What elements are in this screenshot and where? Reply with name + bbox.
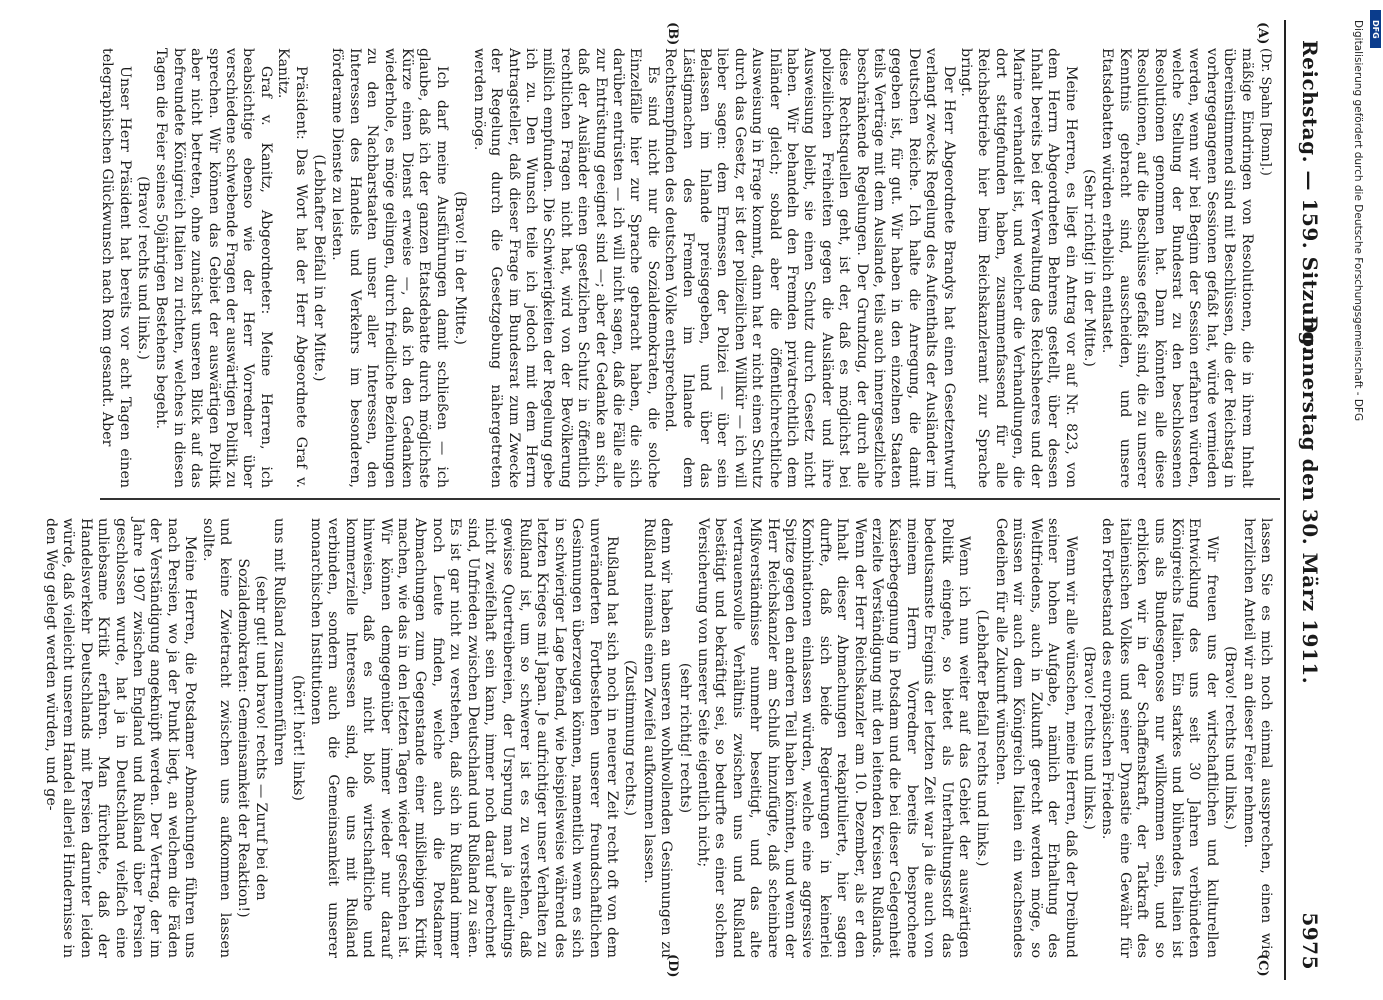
running-head [1290,20,1330,980]
margin-mark-a: (A) [1255,22,1270,45]
interjection: (Bravo! in der Mitte.) [452,191,469,345]
interjection: (sehr richtig! rechts) [676,662,693,814]
left-column [98,48,1274,488]
interjection: (Zustimmung rechts.) [622,659,639,817]
interjection: (Lebhafter Beifall rechts und links.) [974,609,991,867]
paragraph: lassen Sie es mich noch einmal aussprechen, einen wie herzlichen Anteil wir an dieser Feier nehmen. [1240,518,1274,958]
paragraph: Wenn ich nun weiter auf das Gebiet der auswärtigen Politik eingehe, so bietet als Unterhaltungsstoff das bedeutsamste Ereignis der letzten Zeit war ja die auch von meinem Herrn Vorredner bereits besprochene Kaiserbegegnung in Potsdam und die bei dieser Gelegenheit erzielte Verständigung mit den leitenden Kreisen Rußlands. Wenn der Herr Reichskanzler am 10. Dezember, als er den Inhalt dieser Abmachungen rekapitulierte, hier sagen durfte, daß sich beide Regierungen in keinerlei Kombinationen einlassen würden, welche eine aggressive Spitze gegen den anderen Teil haben könnten, und wenn der Herr Reichskanzler am Schluß hinzufügte, daß scheinbare Mißverständnisse nunmehr beseitigt, und das alte vertrauensvolle Verhältnis zwischen uns und Rußland bestätigt und bekräftigt sei, so bedurfte es einer solchen Versicherung von unserer Seite eigentlich nicht; [695,518,973,958]
interjection: (Bravo! rechts und links.) [1080,646,1097,830]
column-divider [100,498,1280,500]
header-center: Donnerstag den 30. März 1911. [1298,315,1322,685]
interjection: (Bravo! rechts und links.) [135,176,151,360]
paragraph: uns mit Rußland zusammenführen [271,518,288,766]
paragraph: Es sind nicht nur die Sozialdemokraten, die solche Einzelfälle hier zur Sprache gebracht haben, die sich darüber entrüsten — ich will nicht sagen, daß die Fälle alle zur Entrüstung geeignet sind —; aber der Gedanke an sich, daß der Ausländer einen gesetzlichen Schutz in öffentlich rechtlichen Fragen nicht hat, wird von der Bevölkerung mißlich empfunden. Die Schwierigkeiten der Regelung gebe ich zu. Den Wunsch teile ich jedoch mit dem Herrn Antragsteller, daß dieser Frage im Bundesrat zum Zwecke der Regelung durch die Gesetzgebung nähergetreten werden möge. [470,48,661,488]
paragraph: Präsident: Das Wort hat der Herr Abgeordnete Graf v. Kanitz. [275,48,309,488]
paragraph: Meine Herren, es liegt ein Antrag vor auf Nr. 823, von dem Herrn Abgeordneten Behrens gestellt, über dessen Inhalt bereits bei der Verwaltung des Reichsheeres und der Marine verhandelt ist, und welcher die Verhandlungen, die dort stattgefunden haben, zusammenfassend für alle Reichsbetriebe hier beim Reichskanzleramt zur Sprache bringt. [958,48,1079,488]
paragraph: Rußland hat sich noch in neuerer Zeit recht oft von dem unveränderten Fortbestehen unserer freundschaftlichen Gesinnungen überzeugen können, namentlich wenn es sich in schwieriger Lage befand, wie beispielsweise während des letzten Krieges mit Japan. Je aufrichtiger unser Verhalten zu Rußland ist, um so schwerer ist es zu verstehen, daß gewisse Quertreibereien, der Ursprung man ja allerdings nicht zweifelhaft sein kann, immer noch darauf berechnet sind, Unfrieden zwischen Deutschland und Rußland zu säen. Es ist gar nicht zu verstehen, daß sich in Rußland immer noch Leute finden, welche auch die Potsdamer Abmachungen zum Gegenstande einer mißliebigen Kritik machen, wie das in den letzten Tagen wieder geschehen ist. Wir können demgegenüber immer wieder nur darauf hinweisen, daß es nicht bloß wirtschaftliche und kommerzielle Interessen sind, die uns mit Rußland verbinden, sondern auch die Gemeinsamkeit unserer monarchischen Institutionen [308,518,620,958]
paragraph: denn wir haben an unseren wohlwollenden Gesinnungen zu Rußland niemals einen Zweifel aufkommen lassen. [640,518,675,958]
paragraph: Wir freuen uns der wirtschaftlichen und kulturellen Entwicklung des uns seit 30 Jahren verbündeten Königreichs Italien. Ein starkes und blühendes Italien ist uns als Bundesgenosse nur willkommen sein, und so erblicken wir in der Schaffenskraft, der Tatkraft des italienischen Volkes und seiner Dynastie eine Gewähr für den Fortbestand des europäischen Friedens. [1099,518,1220,958]
digitization-credit: Digitalisierung gefördert durch die Deutsche Forschungsgemeinschaft - DFG [1352,20,1364,422]
paragraph: Wenn wir alle wünschen, meine Herren, daß der Dreibund seiner hohen Aufgabe, nämlich der Erhaltung des Weltfriedens, auch in Zukunft gerecht werden möge, so müssen wir auch dem Königreich Italien ein wachsendes Gedeihen für alle Zukunft wünschen. [992,518,1079,958]
interjection: (hört! hört! links) [289,675,306,801]
speaker-note: (Dr. Spahn [Bonn].) [1258,48,1273,176]
header-left: Reichstag. — 159. Sitzung. [1298,40,1322,354]
paragraph: Ich darf meine Ausführungen damit schließen — ich glaube, daß ich der ganzen Etatsdebatte durch möglichste Kürze einen Dienst erweise —, daß ich den Gedanken wiederhole, es möge gelingen, durch friedliche Beziehungen zu den Nachbarstaaten unser aller Interessen, den Interessen des Handels und Verkehrs im besonderen, förderame Dienste zu leisten. [329,48,450,488]
margin-mark-d: (D) [665,954,680,978]
interjection: (Bravo! rechts und links.) [1222,646,1239,830]
paragraph: Unser Herr Präsident hat bereits vor acht Tagen einen telegraphischen Glückwunsch nach Rom gesandt. Aber [99,48,133,488]
paragraph: mäßige Eindringen von Resolutionen, die in ihrem Inhalt übereinstimmend sind mit Beschlüssen, die der Reichstag in vorhergegangenen Sessionen gefaßt hat, würde vermieden werden, wenn wir bei Beginn der Session erfahren würden, welche Stellung der Bundesrat zu den beschlossenen Resolutionen genommen hat. Dann könnten alle diese Resolutionen, auf die Beschlüsse gefaßt sind, die zu unserer Kenntnis gebracht sind, ausscheiden, und unsere Etatsdebatten würden erheblich entlastet. [1099,48,1255,488]
page-number: 5975 [1298,912,1322,970]
paragraph: Der Herr Abgeordnete Brandys hat einen Gesetzentwurf verlangt zwecks Regelung des Aufenthalts der Ausländer im Deutschen Reiche. Ich halte die Anregung, die damit gegeben ist, für gut. Wir haben in den einzelnen Staaten teils Verträge mit dem Auslande, teils auch innergesetzliche beschränkende Regelungen. Der Grundzug, der durch alle diese Rechtsquellen geht, ist der, daß es möglichst bei polizeilichen Freiheiten gegen die Ausländer und ihre Ausweisung bleibt, sie einen Schutz durch Gesetz nicht haben. Wir behandeln den Fremden privatrechtlich dem Inländer gleich; sobald aber die öffentlichrechtliche Ausweisung in Frage kommt, dann hat er nicht einen Schutz durch das Gesetz, er ist der polizeilichen Willkür — ich will lieber sagen: dem Ermessen der Polizei — über sein Belassen im Inlande preisgegeben, und über das Lästigmachen des Fremden im Inlande dem Rechtsempfinden des deutschen Volke entsprechend. [662,48,957,488]
interjection: (Lebhafter Beifall in der Mitte.) [311,154,328,382]
dfg-logo: DFG [1370,10,1381,48]
paragraph: Meine Herren, die Potsdamer Abmachungen führen uns nach Persien, wo ja der Punkt liegt, an welchem die Fäden der Verständigung angeknüpft werden. Der Vertrag, der im Jahre 1907 zwischen England und Rußland über Persien geschlossen wurde, hat ja in Deutschland vielfach eine unliebsame Kritik erfahren. Man fürchtete, daß der Handelsverkehr Deutschlands mit Persien darunter leiden würde, daß vielleicht unserem Handel allerlei Hindernisse in den Weg gelegt werden würden, und ge- [42,518,199,958]
interjection: (sehr gut! und bravo! rechts — Zuruf bei den Sozialdemokraten: Gemeinsamkeit der Reaktion!) [235,558,269,918]
interjection: (Sehr richtig! in der Mitte.) [1080,169,1097,367]
right-column [42,518,1274,958]
header-rule [1284,20,1286,980]
paragraph: Graf v. Kanitz, Abgeordneter: Meine Herren, ich beabsichtige ebenso wie der Herr Vorredner über verschiedene schwebende Fragen der auswärtigen Politik zu sprechen. Wir können das Gebiet der auswärtigen Politik aber nicht betreten, ohne zunächst unseren Blick auf das befreundete Königreich Italien zu richten, welches in diesen Tagen die Feier seines 50jährigen Bestehens begeht. [153,48,274,488]
rotated-page [42,20,1330,980]
paragraph: und keine Zwietracht zwischen uns aufkommen lassen sollte. [199,518,234,958]
margin-mark-b: (B) [665,22,680,46]
margin-mark-c: (C) [1255,954,1270,977]
